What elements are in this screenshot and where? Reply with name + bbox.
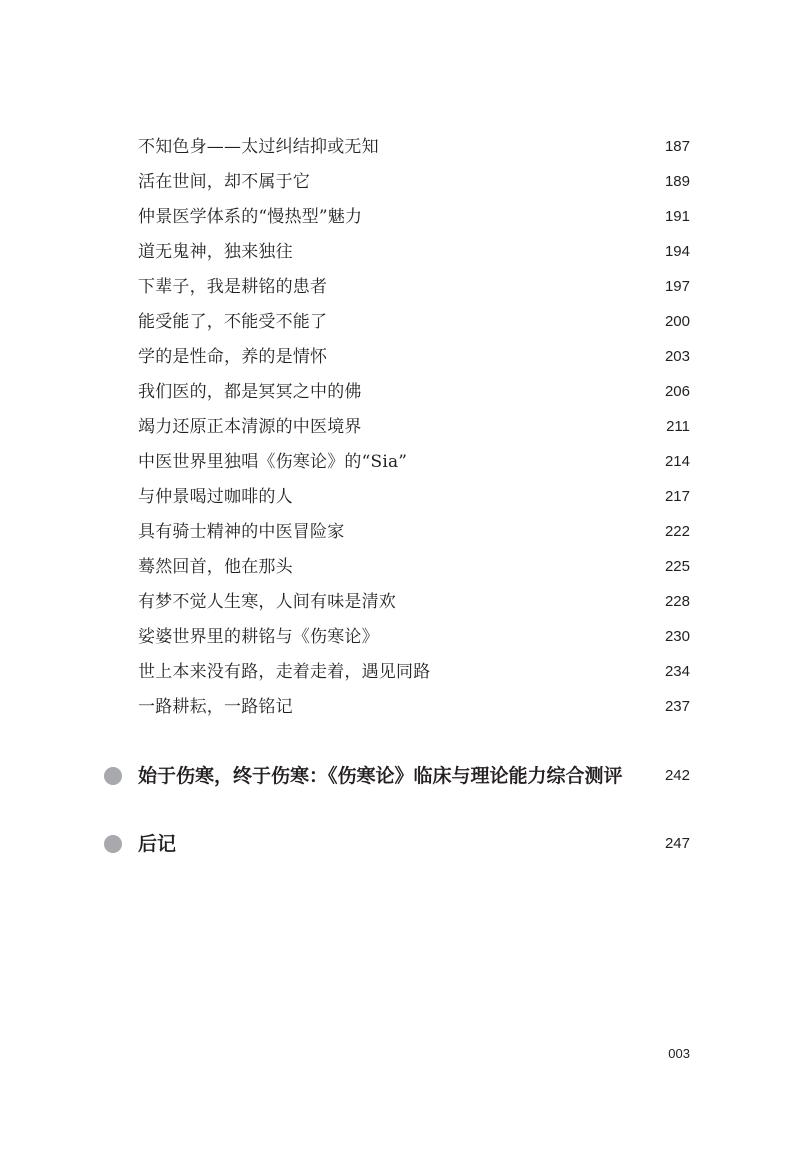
page-number: 003 bbox=[668, 1046, 690, 1061]
toc-entry bbox=[138, 624, 690, 650]
toc-entry-title: 活在世间，却不属于它 bbox=[138, 172, 310, 192]
toc-entry-page: 197 bbox=[664, 278, 690, 295]
toc-entry-page: 211 bbox=[666, 418, 690, 435]
toc-entry-title: 不知色身——太过纠结抑或无知 bbox=[138, 137, 379, 157]
toc-entry-page: 194 bbox=[664, 243, 690, 260]
toc-entry-page: 203 bbox=[664, 348, 690, 365]
toc-entry-title: 能受能了，不能受不能了 bbox=[138, 312, 328, 332]
toc-entry-title: 具有骑士精神的中医冒险家 bbox=[138, 522, 345, 542]
toc-entry-title: 下辈子，我是耕铭的患者 bbox=[138, 277, 328, 297]
toc-entry-title: 世上本来没有路，走着走着，遇见同路 bbox=[138, 662, 431, 682]
toc-entry-page: 225 bbox=[664, 558, 690, 575]
toc-entry-page: 189 bbox=[664, 173, 690, 190]
toc-entry-title: 娑婆世界里的耕铭与《伤寒论》 bbox=[138, 627, 379, 647]
section-bullet-icon bbox=[104, 835, 122, 853]
toc-section-page: 247 bbox=[664, 835, 690, 852]
toc-entry bbox=[138, 694, 690, 720]
toc-entry bbox=[138, 519, 690, 545]
toc-entry-title: 中医世界里独唱《伤寒论》的“Sia” bbox=[138, 452, 408, 472]
toc-entry-page: 234 bbox=[664, 663, 690, 680]
toc-entry-page: 191 bbox=[664, 208, 690, 225]
toc-entry-page: 230 bbox=[664, 628, 690, 645]
toc-entry-title: 道无鬼神，独来独往 bbox=[138, 242, 293, 262]
toc-entry bbox=[138, 659, 690, 685]
toc-entry bbox=[138, 484, 690, 510]
toc-section bbox=[104, 829, 690, 859]
toc-entry-title: 蓦然回首，他在那头 bbox=[138, 557, 293, 577]
toc-entry bbox=[138, 169, 690, 195]
toc-entry-title: 我们医的，都是冥冥之中的佛 bbox=[138, 382, 362, 402]
toc-entry bbox=[138, 554, 690, 580]
toc-entry bbox=[138, 274, 690, 300]
toc-section bbox=[104, 761, 690, 791]
toc-entry-title: 仲景医学体系的“慢热型”魅力 bbox=[138, 207, 363, 227]
toc-entry bbox=[138, 204, 690, 230]
toc-entry bbox=[138, 309, 690, 335]
toc-entry-page: 217 bbox=[664, 488, 690, 505]
toc-entry bbox=[138, 379, 690, 405]
toc-entry bbox=[138, 449, 690, 475]
toc-entry-title: 一路耕耘，一路铭记 bbox=[138, 697, 293, 717]
toc-entry-title: 有梦不觉人生寒，人间有味是清欢 bbox=[138, 592, 396, 612]
toc-entry-page: 187 bbox=[664, 138, 690, 155]
toc-entry-page: 206 bbox=[664, 383, 690, 400]
toc-entry-page: 214 bbox=[664, 453, 690, 470]
toc-entry bbox=[138, 134, 690, 160]
toc-entry-page: 228 bbox=[664, 593, 690, 610]
toc-entry bbox=[138, 589, 690, 615]
toc-entry-page: 200 bbox=[664, 313, 690, 330]
toc-entry-title: 学的是性命，养的是情怀 bbox=[138, 347, 328, 367]
toc-entry-page: 222 bbox=[664, 523, 690, 540]
toc-section-title: 始于伤寒，终于伤寒：《伤寒论》临床与理论能力综合测评 bbox=[138, 765, 623, 787]
toc-entry bbox=[138, 239, 690, 265]
toc-section-title: 后记 bbox=[138, 833, 177, 855]
toc-entry bbox=[138, 344, 690, 370]
toc-entry-title: 与仲景喝过咖啡的人 bbox=[138, 487, 293, 507]
toc-entry-page: 237 bbox=[664, 698, 690, 715]
toc-section-page: 242 bbox=[664, 767, 690, 784]
toc-entry bbox=[138, 414, 690, 440]
toc-entry-title: 竭力还原正本清源的中医境界 bbox=[138, 417, 362, 437]
section-bullet-icon bbox=[104, 767, 122, 785]
